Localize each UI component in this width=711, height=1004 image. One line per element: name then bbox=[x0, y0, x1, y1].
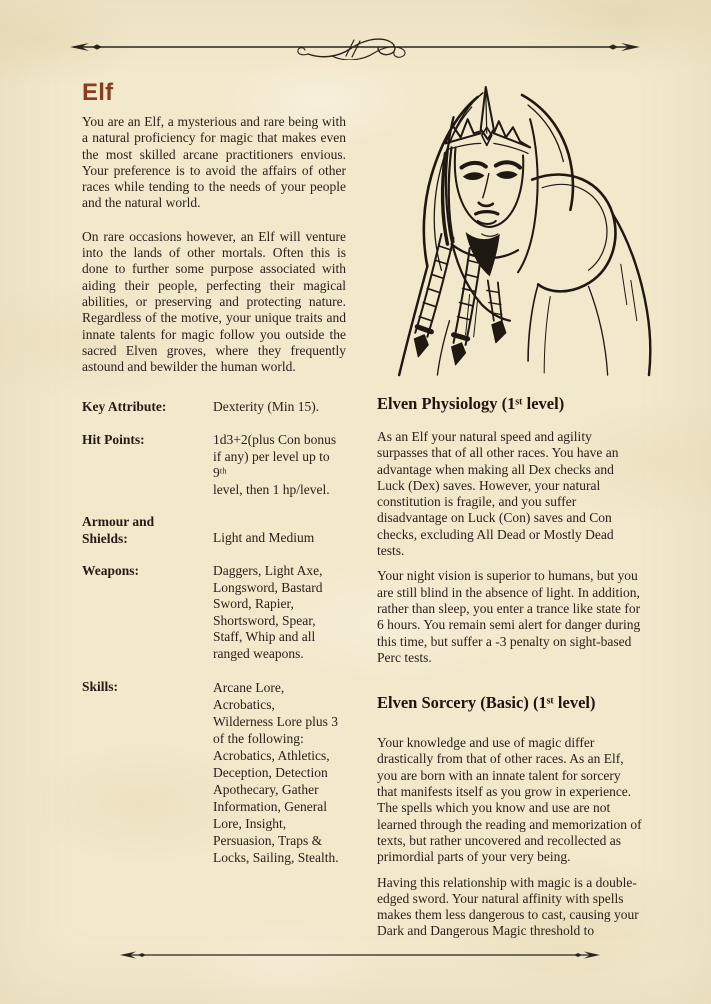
top-divider-ornament bbox=[68, 34, 642, 60]
page-title: Elf bbox=[82, 79, 114, 106]
stat-value: Light and Medium bbox=[213, 530, 315, 546]
stat-label: Hit Points: bbox=[82, 432, 145, 448]
intro-paragraph-1: You are an Elf, a mysterious and rare being with a natural proficiency for magic that makes even the most skilled arcane practitioners envious. Your preference is to avoid the affairs of other races while tending to the needs of your people and the natural world. bbox=[82, 114, 346, 211]
stat-value: Daggers, Light Axe, Longsword, Bastard Sword, Rapier, Shortsword, Spear, Staff, Whip and all ranged weapons. bbox=[213, 563, 323, 661]
stat-row-hit-points bbox=[82, 432, 346, 498]
section-heading-elven-physiology: Elven Physiology (1ˢᵗ level) bbox=[377, 394, 565, 413]
stat-value: Dexterity (Min 15). bbox=[213, 399, 320, 415]
bottom-divider-ornament bbox=[118, 946, 602, 964]
stat-label: Key Attribute: bbox=[82, 399, 167, 415]
stat-value: Arcane Lore, Acrobatics, Wilderness Lore plus 3 of the following: Acrobatics, Athletics, Deception, Detection Apothecary, Gather Information, General Lore, Insight, Persuasion, Traps & Locks, Sailing, Stealth. bbox=[213, 679, 339, 865]
stat-label: Weapons: bbox=[82, 563, 140, 579]
right-column bbox=[377, 394, 643, 949]
stat-value: 1d3+2(plus Con bonus if any) per level up to 9ᵗʰ level, then 1 hp/level. bbox=[213, 432, 337, 497]
physiology-paragraph-1: As an Elf your natural speed and agility surpasses that of all other races. You have an advantage when making all Dex checks and Luck (Dex) saves. However, your natural constitution is fragile, and you suffer disadvantage on Luck (Con) saves and Con checks, excluding All Dead or Mostly Dead tests. bbox=[377, 429, 619, 559]
stat-label: Skills: bbox=[82, 678, 119, 694]
stat-row-skills bbox=[82, 679, 346, 866]
elf-illustration bbox=[381, 82, 655, 378]
stat-row-key-attribute bbox=[82, 399, 346, 416]
sorcery-paragraph-1: Your knowledge and use of magic differ drastically from that of other races. As an Elf, you are born with an innate talent for sorcery that manifests itself as you grow in experience. The spells which you know and use are not learned through the reading and memorization of texts, but rather uncovered and recollected as primordial parts of your very being. bbox=[377, 735, 642, 865]
physiology-paragraph-2: Your night vision is superior to humans, but you are still blind in the absence of light. In addition, rather than sleep, you enter a trance like state for 6 hours. You remain semi alert for danger during this time, but suffer a -3 penalty on sight-based Perc tests. bbox=[377, 568, 641, 665]
intro-paragraph-2: On rare occasions however, an Elf will venture into the lands of other mortals. Often this is done to further some purpose associated with aiding their people, perfecting their magical abilities, or preserving and protecting nature. Regardless of the motive, your unique traits and innate talents for magic follow you outside the sacred Elven groves, where they frequently astound and bewilder the human world. bbox=[82, 228, 346, 375]
left-column bbox=[82, 80, 346, 882]
sorcery-paragraph-2: Having this relationship with magic is a double-edged sword. Your natural affinity with spells makes them less dangerous to cast, causing your Dark and Dangerous Magic threshold to bbox=[377, 874, 639, 939]
stat-row-weapons bbox=[82, 563, 346, 663]
stat-table bbox=[82, 399, 346, 865]
stat-label: Armour and Shields: bbox=[82, 514, 155, 546]
stat-row-armour-shields bbox=[82, 514, 346, 547]
section-heading-elven-sorcery: Elven Sorcery (Basic) (1ˢᵗ level) bbox=[377, 693, 596, 713]
